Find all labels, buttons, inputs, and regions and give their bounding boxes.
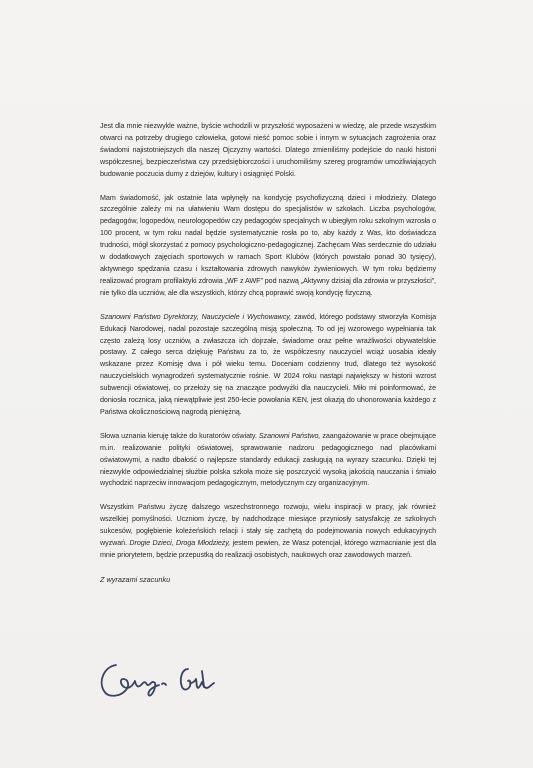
paragraph-teachers-text: zawód, którego podstawy stworzyła Komisja Edukacji Narodowej, nadal pozostaje szczególną misją społeczną. To od jej wzorowego wypełniania tak często zależą losy uczniów, a zwłaszcza ich dojrzałe, świadome oraz pełne wrażliwości obywatelskie postawy. Z całego serca dziękuję Państwu za to, że współczesny nauczyciel wciąż uosabia ideały wskazane przez Komisję dwa i pół wieku temu. Doceniam codzienny trud, dlatego też wysokość nauczycielskich wynagrodzeń systematycznie rośnie. W 2024 roku nastąpi największy w historii wzrost subwencji oświatowej, co przełoży się na znaczące podwyżki dla nauczycieli. Miło mi poinformować, że doniosła rocznica, jaką niewątpliwie jest 250-lecie powołania KEN, jest okazją do uhonorowania każdego z Państwa okolicznościową nagrodą pieniężną. xyxy=(100,312,436,416)
letter-body xyxy=(100,121,436,585)
paragraph-curators-lead: Słowa uznania kieruję także do kuratorów oświaty. xyxy=(100,431,259,440)
paragraph-curators-text: zaangażowanie w prace obejmujące m.in. realizowanie polityki oświatowej, sprawowanie nadzoru pedagogicznego nad placówkami oświatowymi, a nadto dbałość o najlepsze standardy edukacji zasługują na wyrazy szacunku. Dzięki tej niezwykle odpowiedzialnej służbie polska szkoła może się poszczycić wysoką jakością nauczania i śmiało wychodzić naprzeciw innowacjom pedagogicznym, metodycznym czy organizacyjnym. xyxy=(100,431,436,488)
salutation-youth: Drogie Dzieci, Droga Młodzieży, xyxy=(129,539,231,548)
paragraph-curators xyxy=(100,431,436,491)
salutation-curators: Szanowni Państwo, xyxy=(258,431,321,440)
closing-formula: Z wyrazami szacunku xyxy=(100,574,171,584)
paragraph-education-values: Jest dla mnie niezwykle ważne, byście wchodzili w przyszłość wyposażeni w wiedzę, ale przede wszystkim otwarci na potrzeby drugiego człowieka, gotowi nieść pomoc sobie i innym w sytuacjach zagrożenia oraz świadomi najistotniejszych dla naszej Ojczyzny wartości. Dlatego zmieniliśmy podejście do nauki historii współczesnej, bezpieczeństwa czy przedsiębiorczości i uruchomiliśmy szereg programów umożliwiających budowanie poczucia dumy z dziejów, kultury i osiągnięć Polski. xyxy=(100,122,436,178)
paragraph-health-support: Mam świadomość, jak ostatnie lata wpłynęły na kondycję psychofizyczną dzieci i młodzieży. Dlatego szczególnie zależy mi na ułatwieniu Wam dostępu do specjalistów w szkołach. Liczba psychologów, pedagogów, logopedów, neurologopedów czy pedagogów specjalnych w ubiegłym roku szkolnym wzrosła o 100 procent, w tym roku nadal będzie systematycznie rosła po to, aby każdy z Was, kto doświadcza trudności, mógł skorzystać z pomocy psychologiczno-pedagogicznej. Zachęcam Was serdecznie do udziału w dodatkowych zajęciach sportowych w ramach Sport Klubów (których powstało ponad 30 tysięcy), aktywnego spędzania czasu i kształtowania zdrowych nawyków żywieniowych. W tym roku będziemy realizować program profilaktyki zdrowia „WF z AWF” pod nazwą „Aktywny dzisiaj dla zdrowia w przyszłości”, nie tylko dla uczniów, ale dla wszystkich, którzy chcą poprawić swoją kondycję fizyczną. xyxy=(100,193,436,297)
paragraph-wishes-lead: Wszystkim Państwu życzę dalszego wszechstronnego rozwoju, wielu inspiracji w pracy, jak również wszelkiej pomyślności. Uczniom życzę, by nadchodzące miesiące przyniosły satysfakcję ze szkolnych sukcesów, pogłębienie koleżeńskich relacji i stały się zachętą do podejmowania nowych edukacyjnych wyzwań. xyxy=(100,503,436,548)
handwritten-signature xyxy=(96,657,226,703)
paragraph-wishes xyxy=(100,502,436,562)
paragraph-wishes-text: jestem pewien, że Wasz potencjał, którego wzmacnianie jest dla mnie priorytetem, będzie przepustką do realizacji osobistych, naukowych oraz zawodowych marzeń. xyxy=(100,539,436,559)
salutation-teachers: Szanowni Państwo Dyrektorzy, Nauczyciele i Wychowawcy, xyxy=(100,312,292,321)
paragraph-teachers xyxy=(100,312,436,419)
